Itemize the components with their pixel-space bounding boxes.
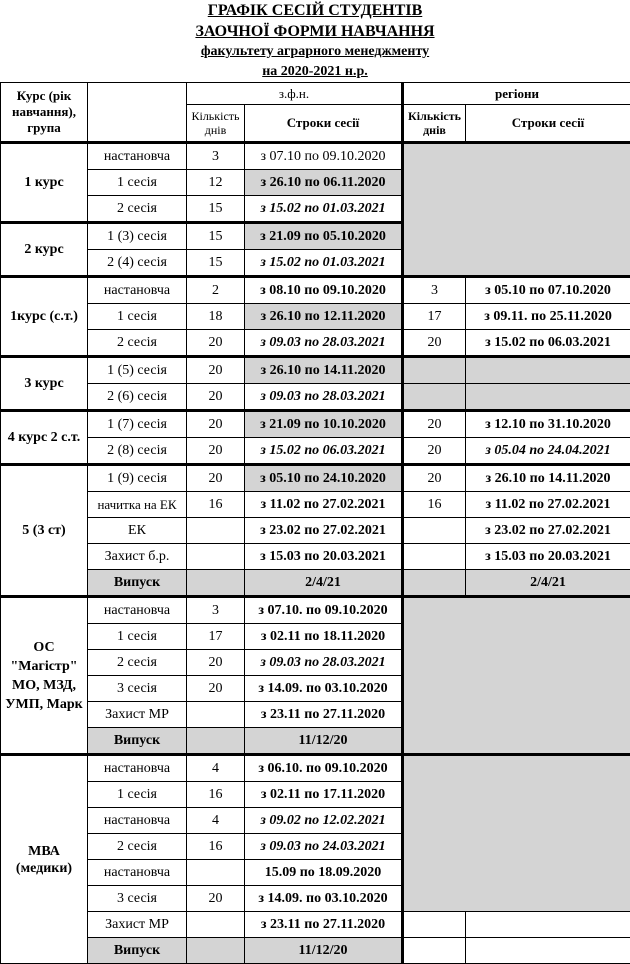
graduation-label: Випуск [88,728,187,755]
session-dates: з 07.10 по 09.10.2020 [245,143,403,170]
graduation-date: 11/12/20 [245,728,403,755]
region-dates: з 05.10 по 07.10.2020 [466,277,630,304]
graduation-date: 11/12/20 [245,938,403,964]
session-days: 4 [187,808,245,834]
session-days: 3 [187,143,245,170]
header-terms-zfn: Строки сесії [245,105,403,143]
session-name: 1 (7) сесія [88,411,187,438]
session-name: 1 сесія [88,624,187,650]
regions-empty-block [403,597,630,755]
region-dates: з 12.10 по 31.10.2020 [466,411,630,438]
session-dates: з 09.03 по 24.03.2021 [245,834,403,860]
session-name: 1 (5) сесія [88,357,187,384]
region-days: 17 [403,304,466,330]
session-days [187,702,245,728]
title-line-1: ГРАФІК СЕСІЙ СТУДЕНТІВ [207,2,423,19]
session-name: настановча [88,860,187,886]
group-master: ОС "Магістр" МО, МЗД, УМП, Марк [1,597,88,755]
header-terms-regions: Строки сесії [466,105,630,143]
session-days [187,860,245,886]
region-dates: з 15.02 по 06.03.2021 [466,330,630,357]
session-days: 20 [187,330,245,357]
session-days: 20 [187,886,245,912]
region-days [403,570,466,597]
session-name: ЕК [88,518,187,544]
session-schedule-table [0,82,630,964]
session-dates: з 15.02 по 06.03.2021 [245,438,403,465]
header-zfn: з.ф.н. [187,83,403,105]
session-dates: з 21.09 по 05.10.2020 [245,223,403,250]
title-line-4: на 2020-2021 н.р. [262,64,368,79]
title-line-3: факультету аграрного менеджменту [200,44,430,59]
session-name: настановча [88,597,187,624]
region-days [403,357,466,384]
session-dates: з 26.10 по 06.11.2020 [245,170,403,196]
session-name: начитка на ЕК [88,492,187,518]
title-line-2: ЗАОЧНОЇ ФОРМИ НАВЧАННЯ [195,23,435,40]
session-name: Захист МР [88,702,187,728]
session-name: 2 (8) сесія [88,438,187,465]
session-dates: з 02.11 по 17.11.2020 [245,782,403,808]
session-dates: з 08.10 по 09.10.2020 [245,277,403,304]
session-dates: з 14.09. по 03.10.2020 [245,676,403,702]
session-name: Захист МР [88,912,187,938]
session-days: 18 [187,304,245,330]
session-days [187,912,245,938]
session-dates: з 14.09. по 03.10.2020 [245,886,403,912]
session-days [187,570,245,597]
session-dates: з 15.02 по 01.03.2021 [245,196,403,223]
header-days-regions: Кількість днів [403,105,466,143]
session-dates: з 09.03 по 28.03.2021 [245,384,403,411]
session-dates: з 11.02 по 27.02.2021 [245,492,403,518]
header-days-zfn: Кількість днів [187,105,245,143]
session-name: 2 сесія [88,834,187,860]
document-title [0,0,630,82]
group-3-course: 3 курс [1,357,88,411]
session-name: 2 (4) сесія [88,250,187,277]
regions-empty-block [403,755,630,912]
region-days: 20 [403,411,466,438]
session-name: 2 сесія [88,650,187,676]
region-days [403,912,466,938]
session-days: 3 [187,597,245,624]
session-days: 16 [187,782,245,808]
session-days: 16 [187,492,245,518]
session-name: 1 сесія [88,170,187,196]
session-days: 17 [187,624,245,650]
group-1-course: 1 курс [1,143,88,223]
session-name: настановча [88,808,187,834]
region-dates [466,384,630,411]
session-name: 1 (9) сесія [88,465,187,492]
session-days: 2 [187,277,245,304]
region-days [403,384,466,411]
region-days: 20 [403,438,466,465]
region-dates [466,357,630,384]
session-dates: з 23.11 по 27.11.2020 [245,912,403,938]
session-name: 1 сесія [88,782,187,808]
region-dates: з 15.03 по 20.03.2021 [466,544,630,570]
region-dates: з 23.02 по 27.02.2021 [466,518,630,544]
session-days: 20 [187,438,245,465]
graduation-label: Випуск [88,938,187,964]
session-days [187,728,245,755]
session-name: настановча [88,755,187,782]
region-days: 3 [403,277,466,304]
session-dates: з 09.02 по 12.02.2021 [245,808,403,834]
session-name: 2 сесія [88,196,187,223]
session-name: 2 сесія [88,330,187,357]
session-dates: з 23.11 по 27.11.2020 [245,702,403,728]
session-name: 3 сесія [88,886,187,912]
session-dates: з 26.10 по 12.11.2020 [245,304,403,330]
region-days: 20 [403,330,466,357]
region-days: 16 [403,492,466,518]
group-4-course: 4 курс 2 с.т. [1,411,88,465]
session-dates: з 15.03 по 20.03.2021 [245,544,403,570]
session-days: 4 [187,755,245,782]
graduation-label: Випуск [88,570,187,597]
session-days [187,518,245,544]
region-days [403,518,466,544]
graduation-date: 2/4/21 [245,570,403,597]
session-name: 1 (3) сесія [88,223,187,250]
region-dates: з 05.04 по 24.04.2021 [466,438,630,465]
session-days: 16 [187,834,245,860]
session-days: 20 [187,465,245,492]
region-dates [466,912,630,938]
session-days: 15 [187,223,245,250]
session-days: 12 [187,170,245,196]
session-dates: з 23.02 по 27.02.2021 [245,518,403,544]
header-course-group: Курс (рік навчання), група [1,83,88,143]
session-days: 20 [187,411,245,438]
region-days [403,544,466,570]
session-name: 3 сесія [88,676,187,702]
session-days: 15 [187,250,245,277]
region-graduation-date: 2/4/21 [466,570,630,597]
session-days: 20 [187,384,245,411]
session-dates: з 26.10 по 14.11.2020 [245,357,403,384]
region-dates: з 09.11. по 25.11.2020 [466,304,630,330]
group-mba: МВА (медики) [1,755,88,964]
session-dates: з 09.03 по 28.03.2021 [245,650,403,676]
session-dates: з 15.02 по 01.03.2021 [245,250,403,277]
header-empty-cell [88,83,187,143]
session-days: 20 [187,357,245,384]
session-name: настановча [88,143,187,170]
session-days [187,544,245,570]
session-days: 20 [187,650,245,676]
session-dates: з 21.09 по 10.10.2020 [245,411,403,438]
session-name: настановча [88,277,187,304]
session-dates: з 06.10. по 09.10.2020 [245,755,403,782]
session-dates: з 07.10. по 09.10.2020 [245,597,403,624]
group-2-course: 2 курс [1,223,88,277]
session-dates: з 02.11 по 18.11.2020 [245,624,403,650]
session-days: 15 [187,196,245,223]
regions-empty-block [403,143,630,277]
session-name: 1 сесія [88,304,187,330]
session-name: 2 (6) сесія [88,384,187,411]
region-dates: з 11.02 по 27.02.2021 [466,492,630,518]
group-5-course: 5 (3 ст) [1,465,88,597]
session-days: 20 [187,676,245,702]
session-dates: з 05.10 по 24.10.2020 [245,465,403,492]
session-dates: 15.09 по 18.09.2020 [245,860,403,886]
group-1-course-st: 1курс (с.т.) [1,277,88,357]
region-dates: з 26.10 по 14.11.2020 [466,465,630,492]
session-name: Захист б.р. [88,544,187,570]
header-regions: регіони [403,83,630,105]
session-dates: з 09.03 по 28.03.2021 [245,330,403,357]
region-days: 20 [403,465,466,492]
